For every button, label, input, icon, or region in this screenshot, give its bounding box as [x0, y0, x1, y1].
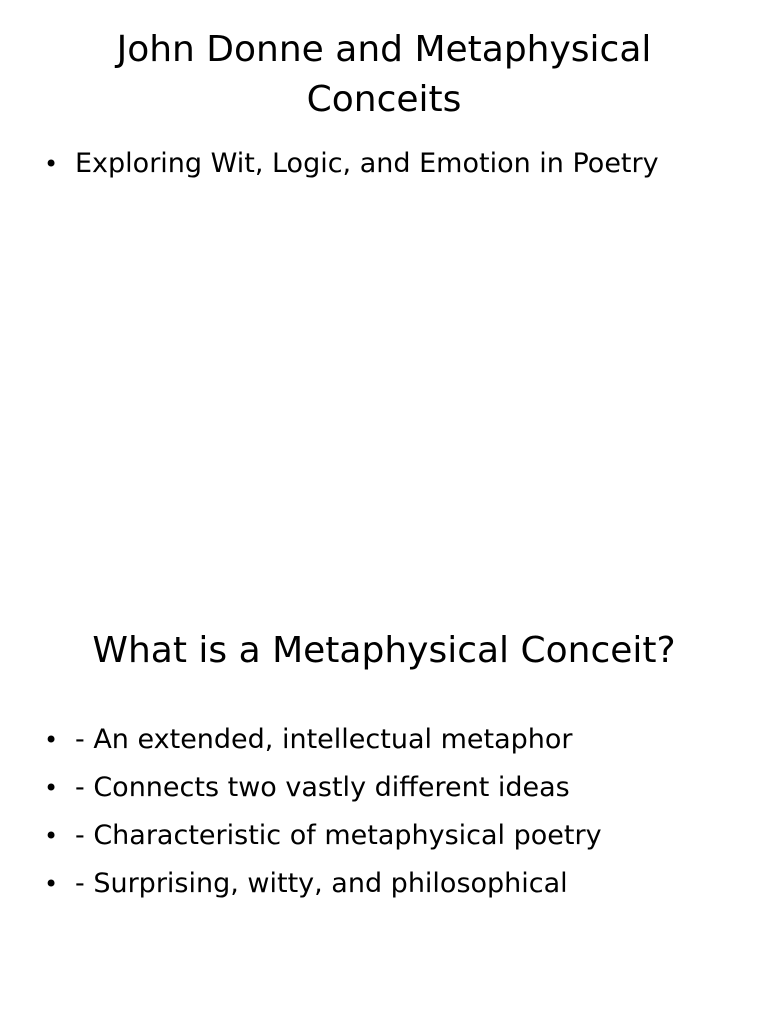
bullet-icon: •: [44, 822, 59, 850]
bullet-item: [44, 812, 734, 860]
bullet-icon: •: [44, 150, 59, 178]
bullet-list: [44, 140, 734, 188]
bullet-item: [44, 764, 734, 812]
bullet-item: [44, 140, 734, 188]
bullet-text: - Characteristic of metaphysical poetry: [75, 820, 602, 851]
slide-title: What is a Metaphysical Conceit?: [92, 630, 676, 671]
bullet-icon: •: [44, 870, 59, 898]
bullet-list: [44, 716, 734, 908]
slide-title: John Donne and Metaphysical Conceits: [116, 29, 652, 120]
bullet-text: - Surprising, witty, and philosophical: [75, 868, 568, 899]
slide-2: [0, 576, 768, 1024]
bullet-item: [44, 860, 734, 908]
bullet-item: [44, 716, 734, 764]
bullet-text: - An extended, intellectual metaphor: [75, 724, 573, 755]
bullet-text: - Connects two vastly different ideas: [75, 772, 570, 803]
bullet-text: Exploring Wit, Logic, and Emotion in Poetry: [75, 148, 659, 179]
bullet-icon: •: [44, 726, 59, 754]
bullet-icon: •: [44, 774, 59, 802]
